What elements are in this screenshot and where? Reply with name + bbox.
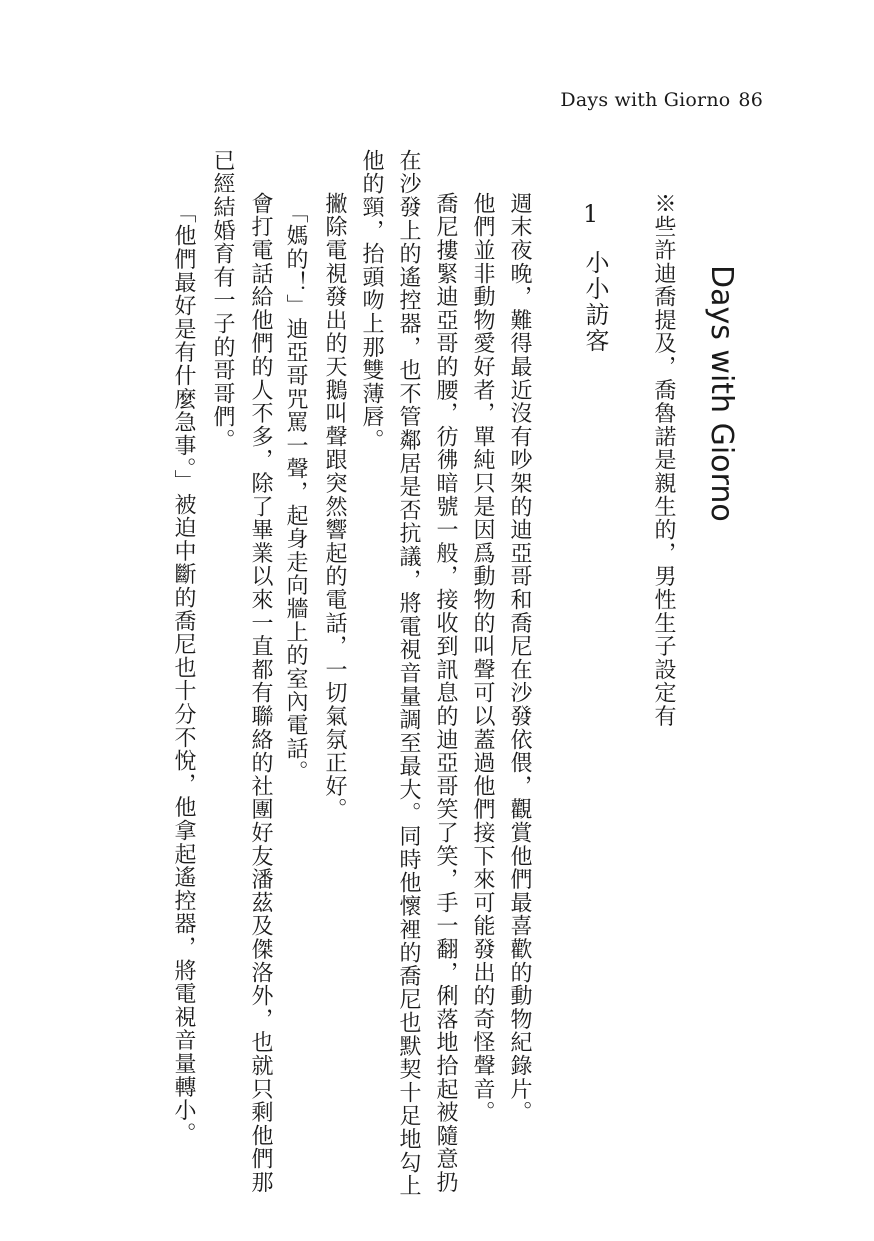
body-line: 「他們最好是有什麼急事。」被迫中斷的喬尼也十分不悅，他拿起遙控器，將電視音量轉小。 [171,201,196,1146]
body-line: 會打電話給他們的人不多，除了畢業以來一直都有聯絡的社團好友潘茲及傑洛外，也就只剩他們那 [248,192,273,1194]
page-number: 86 [738,89,763,111]
running-header-title: Days with Giorno [560,89,731,111]
book-title: Days with Giorno [704,265,739,522]
body-line: 他的頸，抬頭吻上那雙薄唇。 [359,149,384,452]
body-line: 週末夜晚，難得最近沒有吵架的迪亞哥和喬尼在沙發依偎，觀賞他們最喜歡的動物紀錄片。 [507,192,532,1124]
chapter-number: 1 [583,200,599,228]
body-line: 已經結婚育有一子的哥哥們。 [210,149,235,452]
body-line: 喬尼摟緊迪亞哥的腰，彷彿暗號一般，接收到訊息的迪亞哥笑了笑，手一翻，俐落地拾起被隨意扔 [433,192,458,1194]
chapter-title: 小小訪客 [581,250,609,354]
running-header [560,89,763,111]
body-line: 撇除電視發出的天鵝叫聲跟突然響起的電話，一切氣氛正好。 [322,192,347,822]
author-note: ※些許迪喬提及，喬魯諾是親生的，男性生子設定有 [651,192,676,728]
body-line: 在沙發上的遙控器，也不管鄰居是否抗議，將電視音量調至最大。同時他懷裡的喬尼也默契十足地勾上 [396,149,421,1198]
body-line: 「媽的！」迪亞哥咒罵一聲，起身走向牆上的室內電話。 [283,201,308,784]
body-line: 他們並非動物愛好者，單純只是因爲動物的叫聲可以蓋過他們接下來可能發出的奇怪聲音。 [470,192,495,1124]
